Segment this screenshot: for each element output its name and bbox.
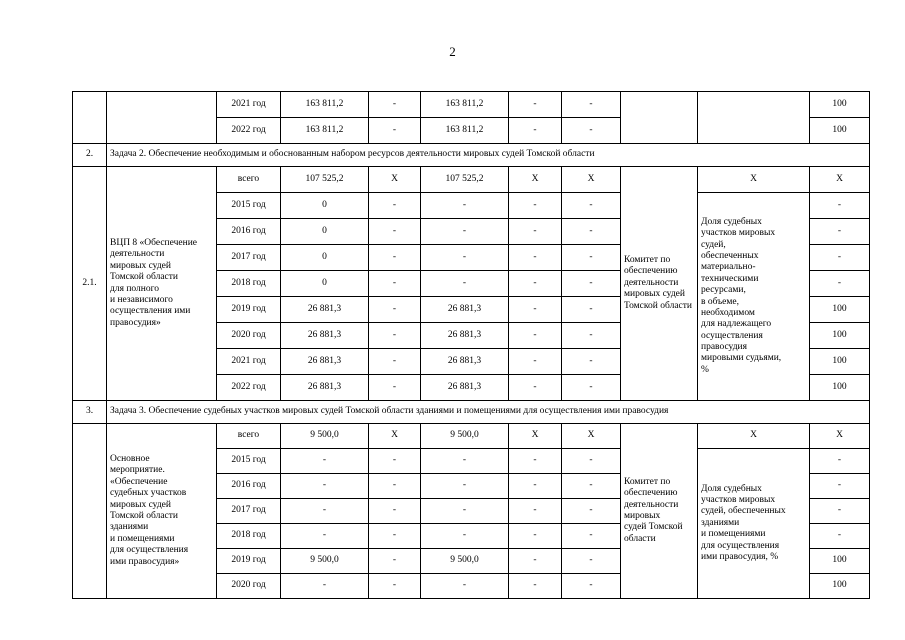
- total-cell: 9 500,0: [281, 549, 369, 574]
- regional-budget-cell: -: [421, 245, 509, 271]
- other-sources-cell: -: [562, 499, 621, 524]
- local-budget-cell: -: [509, 349, 562, 375]
- year-cell: 2022 год: [217, 118, 281, 144]
- other-sources-cell: -: [562, 245, 621, 271]
- total-cell: 0: [281, 219, 369, 245]
- indicator-cell: Доля судебных участков мировых судей, обеспеченных зданиями и помещениями для осуществления ими правосудия, %: [698, 449, 810, 599]
- total-cell: 163 811,2: [281, 92, 369, 118]
- target-value-cell: 100: [810, 549, 870, 574]
- year-cell: 2021 год: [217, 349, 281, 375]
- task-number: 3.: [73, 401, 107, 424]
- target-value-cell: 100: [810, 118, 870, 144]
- name-cell: [107, 92, 217, 144]
- executor-cell: Комитет по обеспечению деятельности мировых судей Томской области: [621, 167, 698, 401]
- table-row: [73, 92, 870, 118]
- regional-budget-cell: -: [421, 449, 509, 474]
- federal-budget-cell: -: [369, 474, 421, 499]
- indicator-header-cell: X: [698, 424, 810, 449]
- total-cell: -: [281, 499, 369, 524]
- year-cell: 2021 год: [217, 92, 281, 118]
- regional-budget-cell: 107 525,2: [421, 167, 509, 193]
- other-sources-cell: -: [562, 375, 621, 401]
- federal-budget-cell: -: [369, 574, 421, 599]
- target-value-cell: -: [810, 499, 870, 524]
- other-sources-cell: -: [562, 118, 621, 144]
- item-number: 2.1.: [73, 167, 107, 401]
- other-sources-cell: -: [562, 193, 621, 219]
- federal-budget-cell: -: [369, 449, 421, 474]
- total-cell: 163 811,2: [281, 118, 369, 144]
- target-value-cell: 100: [810, 375, 870, 401]
- target-value-cell: -: [810, 524, 870, 549]
- local-budget-cell: -: [509, 524, 562, 549]
- program-table: [72, 91, 870, 599]
- regional-budget-cell: 26 881,3: [421, 349, 509, 375]
- federal-budget-cell: -: [369, 524, 421, 549]
- task-title: Задача 3. Обеспечение судебных участков мировых судей Томской области зданиями и помещениями для осуществления ими правосудия: [107, 401, 870, 424]
- total-cell: 9 500,0: [281, 424, 369, 449]
- indicator-cell: [698, 92, 810, 144]
- regional-budget-cell: 163 811,2: [421, 92, 509, 118]
- federal-budget-cell: -: [369, 245, 421, 271]
- local-budget-cell: -: [509, 574, 562, 599]
- local-budget-cell: -: [509, 245, 562, 271]
- regional-budget-cell: -: [421, 524, 509, 549]
- task-row: [73, 144, 870, 167]
- total-cell: -: [281, 449, 369, 474]
- local-budget-cell: -: [509, 118, 562, 144]
- target-value-cell: -: [810, 449, 870, 474]
- total-cell: 0: [281, 245, 369, 271]
- task-row: [73, 401, 870, 424]
- other-sources-cell: -: [562, 449, 621, 474]
- target-value-cell: 100: [810, 349, 870, 375]
- year-cell: 2017 год: [217, 499, 281, 524]
- other-sources-cell: -: [562, 92, 621, 118]
- item-name: ВЦП 8 «Обеспечение деятельности мировых судей Томской области для полного и независимого осуществления ими правосудия»: [107, 167, 217, 401]
- year-cell: 2018 год: [217, 271, 281, 297]
- other-sources-cell: -: [562, 549, 621, 574]
- target-value-cell: -: [810, 219, 870, 245]
- year-cell: 2020 год: [217, 323, 281, 349]
- target-value-cell: -: [810, 193, 870, 219]
- total-cell: 0: [281, 193, 369, 219]
- year-cell: всего: [217, 424, 281, 449]
- year-cell: 2016 год: [217, 474, 281, 499]
- table-body: [73, 92, 870, 599]
- federal-budget-cell: -: [369, 219, 421, 245]
- indicator-header-cell: X: [698, 167, 810, 193]
- task-title: Задача 2. Обеспечение необходимым и обоснованным набором ресурсов деятельности мировых судей Томской области: [107, 144, 870, 167]
- total-cell: -: [281, 574, 369, 599]
- regional-budget-cell: -: [421, 219, 509, 245]
- other-sources-cell: X: [562, 167, 621, 193]
- target-value-cell: 100: [810, 297, 870, 323]
- total-cell: 26 881,3: [281, 323, 369, 349]
- local-budget-cell: X: [509, 167, 562, 193]
- total-cell: -: [281, 474, 369, 499]
- local-budget-cell: -: [509, 549, 562, 574]
- regional-budget-cell: -: [421, 271, 509, 297]
- federal-budget-cell: -: [369, 499, 421, 524]
- target-value-cell: -: [810, 271, 870, 297]
- federal-budget-cell: -: [369, 92, 421, 118]
- year-cell: 2017 год: [217, 245, 281, 271]
- regional-budget-cell: -: [421, 574, 509, 599]
- federal-budget-cell: -: [369, 323, 421, 349]
- local-budget-cell: -: [509, 375, 562, 401]
- indicator-cell: Доля судебных участков мировых судей, обеспеченных материально- техническими ресурсами, в объеме, необходимом для надлежащего осуществления правосудия мировыми судьями, %: [698, 193, 810, 401]
- total-cell: 26 881,3: [281, 349, 369, 375]
- regional-budget-cell: 26 881,3: [421, 297, 509, 323]
- page-number: 2: [449, 44, 456, 59]
- target-value-cell: X: [810, 424, 870, 449]
- local-budget-cell: -: [509, 474, 562, 499]
- item-number: [73, 424, 107, 599]
- other-sources-cell: -: [562, 474, 621, 499]
- total-cell: 0: [281, 271, 369, 297]
- regional-budget-cell: 26 881,3: [421, 323, 509, 349]
- federal-budget-cell: -: [369, 297, 421, 323]
- other-sources-cell: -: [562, 297, 621, 323]
- total-cell: 107 525,2: [281, 167, 369, 193]
- regional-budget-cell: 9 500,0: [421, 549, 509, 574]
- federal-budget-cell: -: [369, 193, 421, 219]
- other-sources-cell: X: [562, 424, 621, 449]
- local-budget-cell: -: [509, 219, 562, 245]
- regional-budget-cell: -: [421, 193, 509, 219]
- other-sources-cell: -: [562, 323, 621, 349]
- federal-budget-cell: X: [369, 167, 421, 193]
- other-sources-cell: -: [562, 574, 621, 599]
- year-cell: 2016 год: [217, 219, 281, 245]
- local-budget-cell: -: [509, 92, 562, 118]
- federal-budget-cell: -: [369, 375, 421, 401]
- year-cell: 2018 год: [217, 524, 281, 549]
- other-sources-cell: -: [562, 349, 621, 375]
- target-value-cell: X: [810, 167, 870, 193]
- local-budget-cell: -: [509, 297, 562, 323]
- target-value-cell: -: [810, 474, 870, 499]
- local-budget-cell: X: [509, 424, 562, 449]
- year-cell: 2019 год: [217, 549, 281, 574]
- target-value-cell: 100: [810, 574, 870, 599]
- target-value-cell: -: [810, 245, 870, 271]
- task-number: 2.: [73, 144, 107, 167]
- total-cell: 26 881,3: [281, 297, 369, 323]
- regional-budget-cell: 9 500,0: [421, 424, 509, 449]
- regional-budget-cell: -: [421, 474, 509, 499]
- num-cell: [73, 92, 107, 144]
- other-sources-cell: -: [562, 219, 621, 245]
- year-cell: 2015 год: [217, 193, 281, 219]
- year-cell: 2020 год: [217, 574, 281, 599]
- regional-budget-cell: -: [421, 499, 509, 524]
- year-cell: 2015 год: [217, 449, 281, 474]
- table-row: [73, 424, 870, 449]
- federal-budget-cell: -: [369, 349, 421, 375]
- target-value-cell: 100: [810, 323, 870, 349]
- item-name: Основное мероприятие. «Обеспечение судебных участков мировых судей Томской области зданиями и помещениями для осуществления ими правосудия»: [107, 424, 217, 599]
- target-value-cell: 100: [810, 92, 870, 118]
- year-cell: 2019 год: [217, 297, 281, 323]
- table-row: [73, 167, 870, 193]
- other-sources-cell: -: [562, 524, 621, 549]
- federal-budget-cell: -: [369, 549, 421, 574]
- local-budget-cell: -: [509, 499, 562, 524]
- federal-budget-cell: -: [369, 271, 421, 297]
- executor-cell: Комитет по обеспечению деятельности мировых судей Томской области: [621, 424, 698, 599]
- total-cell: 26 881,3: [281, 375, 369, 401]
- local-budget-cell: -: [509, 323, 562, 349]
- other-sources-cell: -: [562, 271, 621, 297]
- federal-budget-cell: X: [369, 424, 421, 449]
- local-budget-cell: -: [509, 449, 562, 474]
- executor-cell: [621, 92, 698, 144]
- local-budget-cell: -: [509, 271, 562, 297]
- year-cell: 2022 год: [217, 375, 281, 401]
- local-budget-cell: -: [509, 193, 562, 219]
- regional-budget-cell: 163 811,2: [421, 118, 509, 144]
- year-cell: всего: [217, 167, 281, 193]
- regional-budget-cell: 26 881,3: [421, 375, 509, 401]
- federal-budget-cell: -: [369, 118, 421, 144]
- total-cell: -: [281, 524, 369, 549]
